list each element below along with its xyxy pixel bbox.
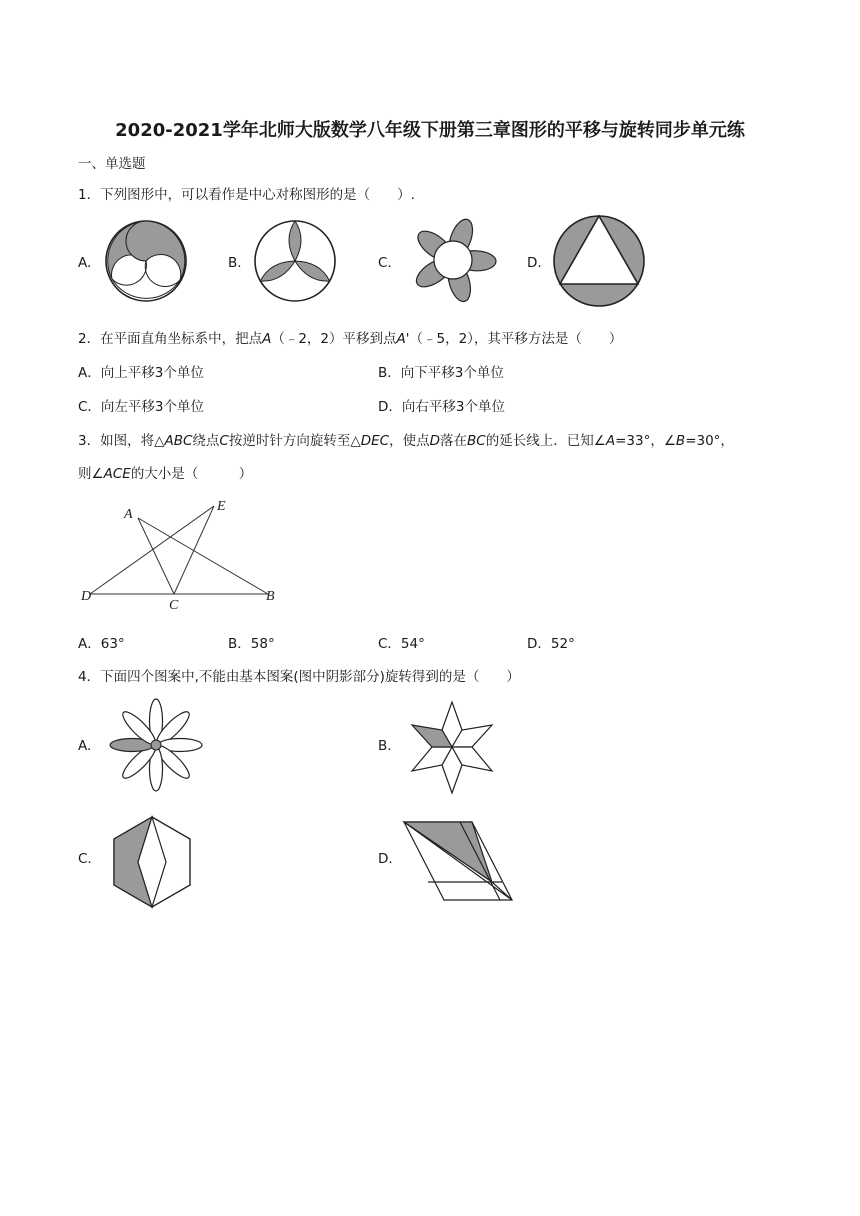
q1-option-c-label: C.	[378, 255, 392, 271]
q1-option-a-label: A.	[78, 255, 92, 271]
q3-text: 按逆时针方向旋转至△	[228, 433, 361, 449]
q3-text: 3．如图，将△	[78, 433, 165, 449]
q3-var: BC	[467, 433, 486, 449]
q1-option-d-label: D.	[527, 255, 542, 271]
q2-stem-part-1: 2．在平面直角坐标系中，把点	[78, 331, 263, 347]
q3-text: 落在	[440, 433, 468, 449]
q3-option-d: D．52°	[527, 636, 575, 652]
label-b: B	[266, 589, 275, 604]
q3-var: ABC	[164, 433, 193, 449]
q1-figure-b	[253, 219, 337, 303]
q3-triangle-figure	[78, 494, 288, 616]
q2-option-d: D．向右平移3个单位	[378, 399, 505, 415]
q4-figure-a-flower	[106, 696, 206, 794]
q2-option-b: B．向下平移3个单位	[378, 365, 504, 381]
q2-point-a: A	[262, 331, 272, 347]
q1-stem: 1．下列图形中，可以看作是中心对称图形的是（ ）.	[78, 187, 415, 203]
q3-stem-line-1	[78, 429, 734, 449]
page-title: 2020-2021学年北师大版数学八年级下册第三章图形的平移与旋转同步单元练	[115, 120, 745, 141]
q4-option-c-label: C.	[78, 851, 92, 867]
q2-point-a-prime: A'	[396, 331, 410, 347]
q3-stem-line-2	[78, 462, 252, 482]
q2-stem-part-3: （﹣5，2），其平移方法是（ ）	[409, 331, 623, 347]
label-e: E	[217, 499, 226, 514]
q3-text: =30°，	[685, 433, 734, 449]
q3-option-b: B．58°	[228, 636, 275, 652]
q3-option-c: C．54°	[378, 636, 425, 652]
q3-text: 绕点	[192, 433, 220, 449]
q1-figure-d	[552, 214, 646, 308]
q1-option-b-label: B.	[228, 255, 242, 271]
q1-figure-c	[404, 215, 502, 305]
q3-var: B	[675, 433, 686, 449]
q2-option-a: A．向上平移3个单位	[78, 365, 204, 381]
label-d: D	[81, 589, 92, 604]
q3-var: C	[219, 433, 229, 449]
q4-option-b-label: B.	[378, 738, 392, 754]
q3-text: 的延长线上．已知∠	[485, 433, 606, 449]
q3-var: DEC	[360, 433, 390, 449]
q4-option-d-label: D.	[378, 851, 393, 867]
q3-var: ACE	[103, 466, 131, 482]
section-heading: 一、单选题	[78, 156, 146, 172]
label-c: C	[169, 598, 179, 613]
label-a: A	[124, 507, 133, 522]
q4-figure-d-parallelogram	[400, 818, 516, 904]
q3-option-a: A．63°	[78, 636, 125, 652]
q2-stem	[78, 327, 622, 347]
q4-option-a-label: A.	[78, 738, 92, 754]
q3-text: ，使点	[389, 433, 430, 449]
q2-stem-part-2: （﹣2，2）平移到点	[271, 331, 397, 347]
q3-text: 则∠	[78, 466, 104, 482]
q1-figure-a	[104, 219, 188, 303]
q4-stem: 4．下面四个图案中,不能由基本图案(图中阴影部分)旋转得到的是（ ）	[78, 669, 520, 685]
q4-figure-c-hexagon	[110, 815, 194, 909]
q3-text: 的大小是（ ）	[130, 466, 253, 482]
q3-var: A	[605, 433, 616, 449]
q3-text: =33°，∠	[615, 433, 676, 449]
q2-option-c: C．向左平移3个单位	[78, 399, 205, 415]
q4-figure-b-star	[406, 698, 498, 796]
q3-var: D	[429, 433, 441, 449]
